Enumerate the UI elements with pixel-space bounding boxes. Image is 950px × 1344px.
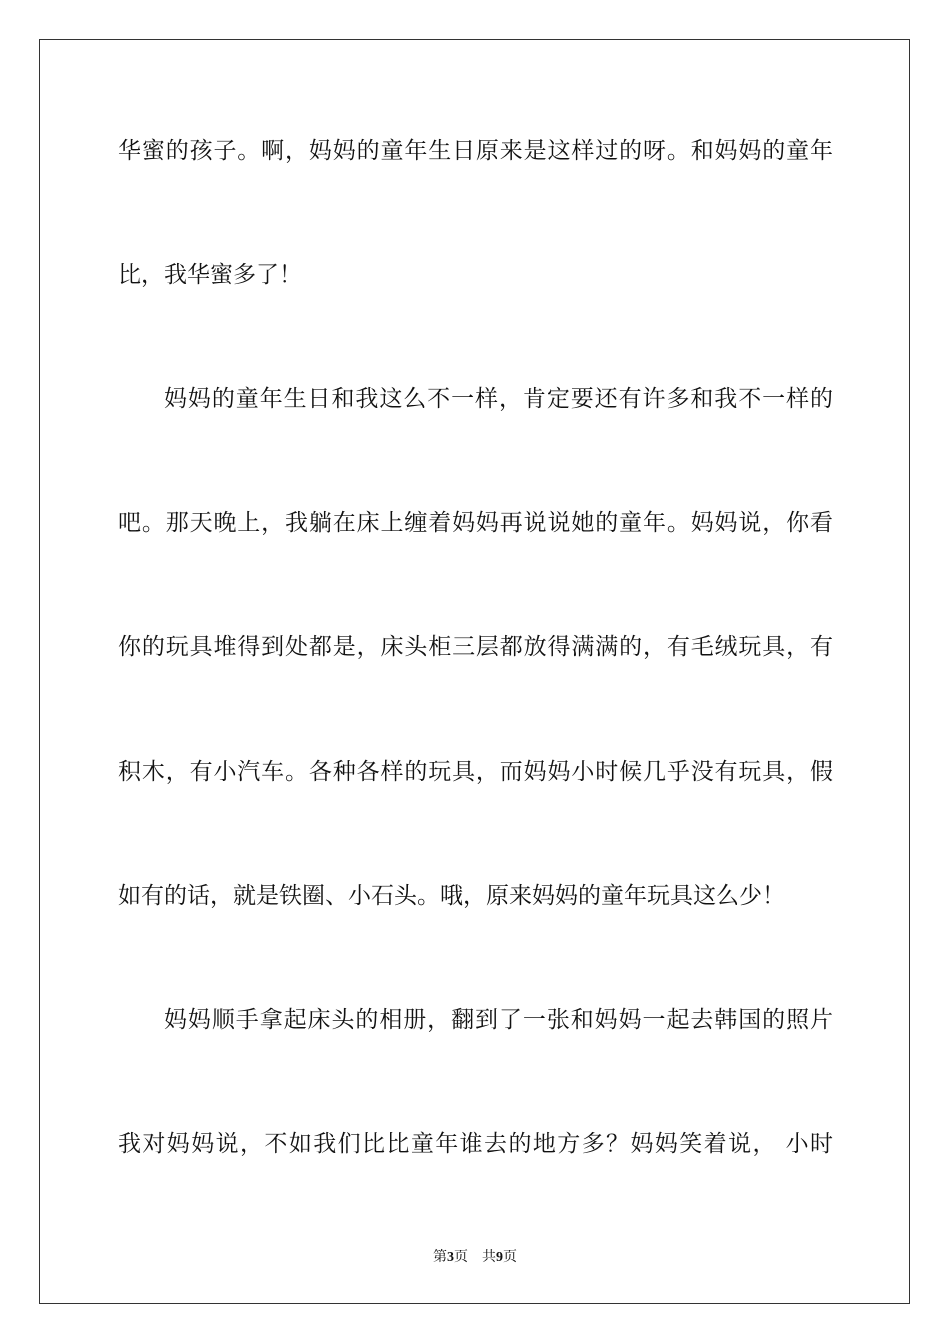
body-text-line: 如有的话，就是铁圈、小石头。哦，原来妈妈的童年玩具这么少！: [118, 883, 785, 909]
page-total-prefix: 共: [482, 1249, 496, 1265]
body-text-line: 吧。那天晚上，我躺在床上缠着妈妈再说说她的童年。妈妈说，你看: [118, 510, 833, 536]
body-text-line: 你的玩具堆得到处都是，床头柜三层都放得满满的，有毛绒玩具，有: [118, 634, 833, 660]
page-border: [39, 39, 910, 1304]
page-number-prefix: 第: [433, 1249, 447, 1265]
page-number-total: 9: [496, 1250, 503, 1265]
body-text-line: 我对妈妈说，不如我们比比童年谁去的地方多？妈妈笑着说， 小时: [118, 1131, 833, 1157]
body-text-line: 比，我华蜜多了！: [118, 262, 302, 288]
page-footer: [0, 1248, 950, 1267]
page-total-suffix: 页: [503, 1249, 517, 1265]
body-text-line: 积木，有小汽车。各种各样的玩具，而妈妈小时候几乎没有玩具，假: [118, 759, 833, 785]
body-text-line: 妈妈顺手拿起床头的相册，翻到了一张和妈妈一起去韩国的照片: [164, 1007, 833, 1033]
page-number-suffix: 页: [454, 1249, 468, 1265]
page-number-current: 3: [447, 1250, 454, 1265]
body-text-line: 华蜜的孩子。啊，妈妈的童年生日原来是这样过的呀。和妈妈的童年: [118, 138, 833, 164]
body-text-line: 妈妈的童年生日和我这么不一样，肯定要还有许多和我不一样的: [164, 386, 833, 412]
